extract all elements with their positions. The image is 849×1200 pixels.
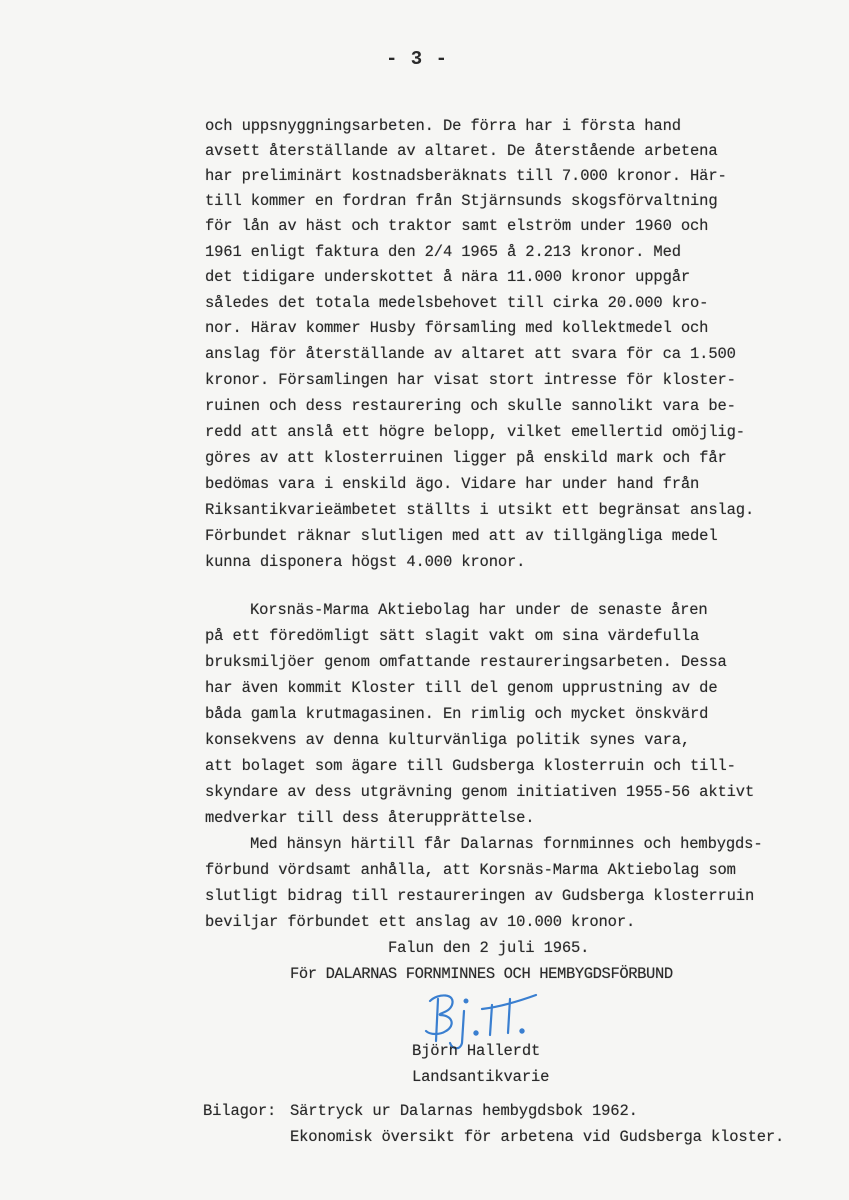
text-line: på ett föredömligt sätt slagit vakt om sina värdefulla bbox=[205, 627, 700, 645]
text-line: till kommer en fordran från Stjärnsunds skogsförvaltning bbox=[205, 192, 718, 210]
text-line: Korsnäs-Marma Aktiebolag har under de senaste åren bbox=[250, 601, 708, 619]
text-line: och uppsnyggningsarbeten. De förra har i första hand bbox=[205, 117, 681, 135]
text-line: konsekvens av denna kulturvänliga politik synes vara, bbox=[205, 731, 691, 749]
text-line: redd att anslå ett högre belopp, vilket emellertid omöjlig- bbox=[205, 423, 745, 441]
text-line: skyndare av dess utgrävning genom initiativen 1955-56 aktivt bbox=[205, 783, 755, 801]
text-line: göres av att klosterruinen ligger på enskild mark och får bbox=[205, 449, 727, 467]
signatory-title: Landsantikvarie bbox=[412, 1068, 550, 1086]
text-line: ruinen och dess restaurering och skulle sannolikt vara be- bbox=[205, 397, 736, 415]
text-line: Med hänsyn härtill får Dalarnas fornminnes och hembygds- bbox=[250, 835, 763, 853]
attachments-label: Bilagor: bbox=[203, 1102, 277, 1120]
text-line: bedömas vara i enskild ägo. Vidare har under hand från bbox=[205, 475, 700, 493]
text-line: har även kommit Kloster till del genom upprustning av de bbox=[205, 679, 718, 697]
text-line: Riksantikvarieämbetet ställts i utsikt ett begränsat anslag. bbox=[205, 501, 755, 519]
text-line: nor. Härav kommer Husby församling med kollektmedel och bbox=[205, 319, 709, 337]
text-line: det tidigare underskottet å nära 11.000 kronor uppgår bbox=[205, 268, 691, 286]
text-line: anslag för återställande av altaret att svara för ca 1.500 bbox=[205, 345, 736, 363]
text-line: förbund vördsamt anhålla, att Korsnäs-Marma Aktiebolag som bbox=[205, 861, 736, 879]
signatory-name: Björn Hallerdt bbox=[412, 1042, 541, 1060]
text-line: medverkar till dess återupprättelse. bbox=[205, 809, 535, 827]
text-line: beviljar förbundet ett anslag av 10.000 kronor. bbox=[205, 913, 636, 931]
text-line: för lån av häst och traktor samt elström under 1960 och bbox=[205, 217, 709, 235]
text-line: slutligt bidrag till restaureringen av Gudsberga klosterruin bbox=[205, 887, 755, 905]
text-line: 1961 enligt faktura den 2/4 1965 å 2.213 kronor. Med bbox=[205, 243, 681, 261]
text-line: båda gamla krutmagasinen. En rimlig och mycket önskvärd bbox=[205, 705, 709, 723]
text-line: avsett återställande av altaret. De återstående arbetena bbox=[205, 142, 718, 160]
attachment-item: Ekonomisk översikt för arbetena vid Gudsberga kloster. bbox=[290, 1128, 785, 1146]
text-line: har preliminärt kostnadsberäknats till 7.000 kronor. Här- bbox=[205, 167, 727, 185]
text-line: att bolaget som ägare till Gudsberga klosterruin och till- bbox=[205, 757, 736, 775]
text-line: kunna disponera högst 4.000 kronor. bbox=[205, 553, 526, 571]
text-line: Förbundet räknar slutligen med att av tillgängliga medel bbox=[205, 527, 718, 545]
page-number: - 3 - bbox=[386, 48, 449, 70]
organization-line: För DALARNAS FORNMINNES OCH HEMBYGDSFÖRBUND bbox=[290, 965, 673, 983]
attachment-item: Särtryck ur Dalarnas hembygdsbok 1962. bbox=[290, 1102, 638, 1120]
date-line: Falun den 2 juli 1965. bbox=[388, 939, 590, 957]
text-line: kronor. Församlingen har visat stort intresse för kloster- bbox=[205, 371, 736, 389]
text-line: således det totala medelsbehovet till cirka 20.000 kro- bbox=[205, 294, 709, 312]
text-line: bruksmiljöer genom omfattande restaureringsarbeten. Dessa bbox=[205, 653, 727, 671]
